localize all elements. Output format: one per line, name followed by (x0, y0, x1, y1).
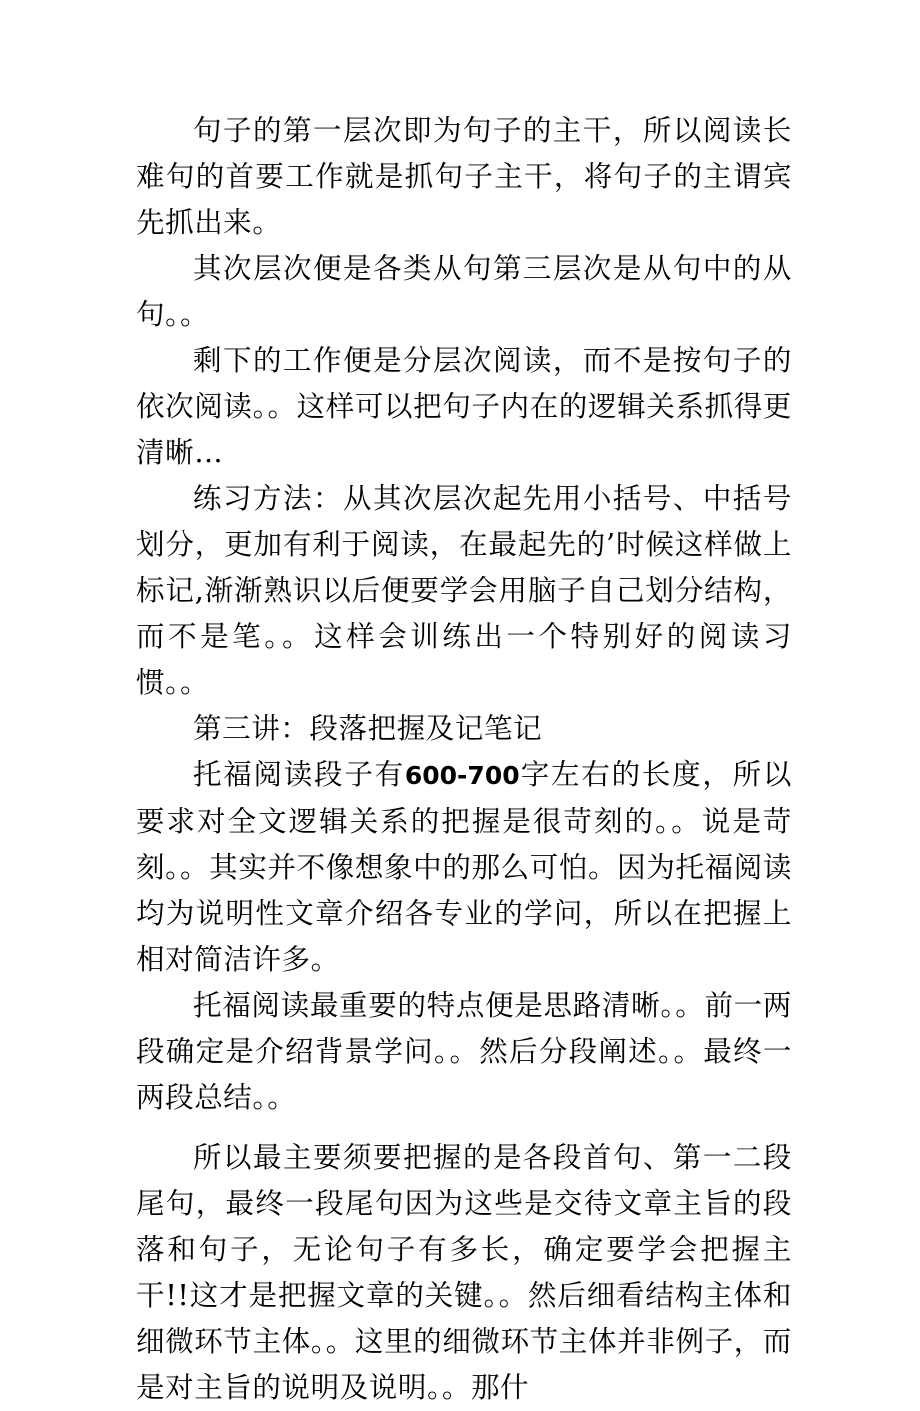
paragraph-practice-method: 练习方法：从其次层次起先用小括号、中括号划分，更加有利于阅读，在最起先的’时候这样做上标记,渐渐熟识以后便要学会用脑子自己划分结构，而不是笔。。这样会训练出一个特别好的阅读习惯。。 (136, 482, 792, 699)
paragraph-second-layer: 其次层次便是各类从句第三层次是从句中的从句。。 (136, 252, 792, 331)
document-body (136, 108, 792, 1411)
passage-length-text-post: 字左右的长度，所以要求对全文逻辑关系的把握是很苛刻的。。说是苛刻。。其实并不像想象中的那么可怕。因为托福阅读均为说明性文章介绍各专业的学问，所以在把握上相对简洁许多。 (136, 758, 792, 976)
paragraph-key-sentences: 所以最主要须要把握的是各段首句、第一二段尾句，最终一段尾句因为这些是交待文章主旨的段落和句子，无论句子有多长，确定要学会把握主干!!这才是把握文章的关键。。然后细看结构主体和细微环节主体。。这里的细微环节主体并非例子，而是对主旨的说明及说明。。那什 (136, 1141, 792, 1404)
paragraph-clear-structure: 托福阅读最重要的特点便是思路清晰。。前一两段确定是介绍背景学问。。然后分段阐述。。最终一两段总结。。 (136, 989, 792, 1114)
paragraph-sentence-layers: 句子的第一层次即为句子的主干，所以阅读长难句的首要工作就是抓句子主干，将句子的主谓宾先抓出来。 (136, 114, 792, 239)
paragraph-passage-length (136, 752, 792, 983)
section-heading-lecture-three: 第三讲：段落把握及记笔记 (193, 712, 543, 745)
word-count-range: 600-700 (404, 761, 520, 790)
paragraph-layered-reading: 剩下的工作便是分层次阅读，而不是按句子的依次阅读。。这样可以把句子内在的逻辑关系抓得更清晰… (136, 344, 792, 469)
passage-length-text-pre: 托福阅读段子有 (193, 758, 405, 791)
